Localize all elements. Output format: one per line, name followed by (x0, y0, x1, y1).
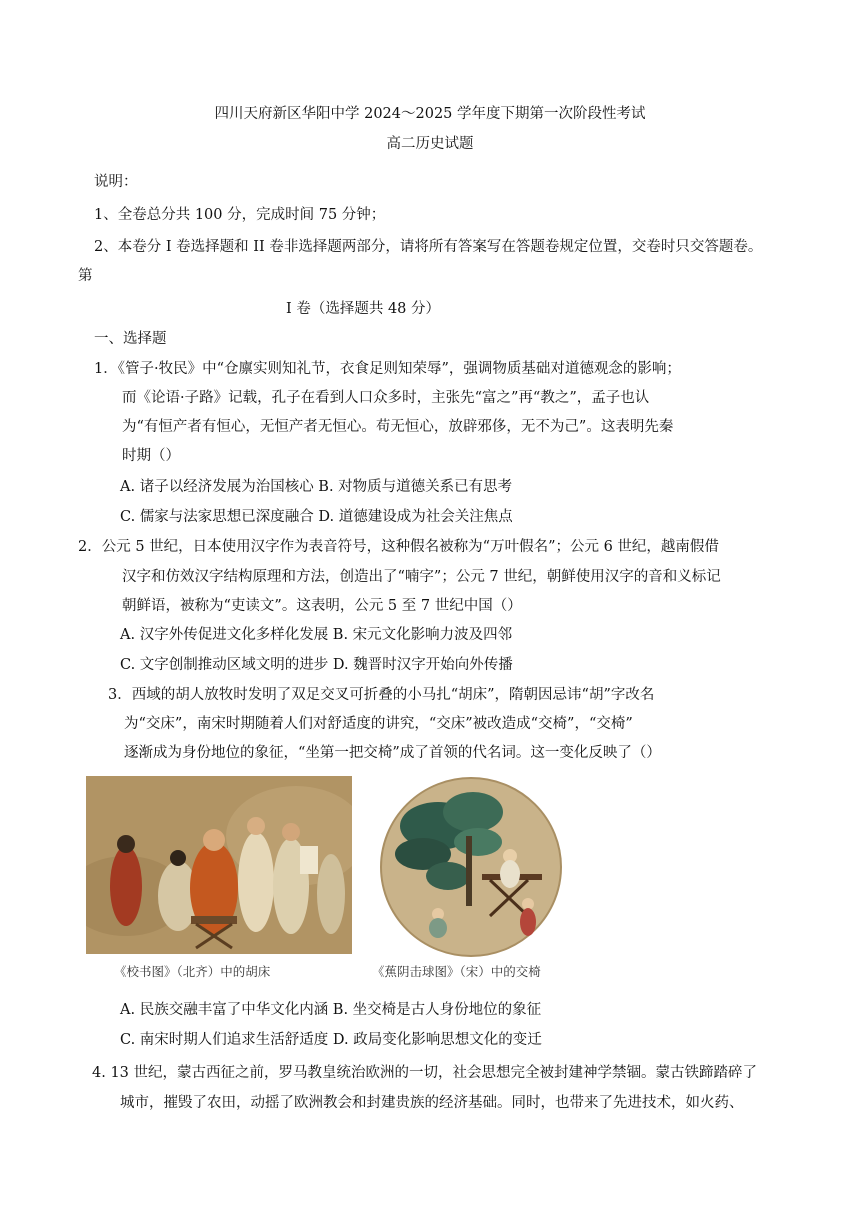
q1-line-3: 为“有恒产者有恒心，无恒产者无恒心。苟无恒心，放辟邪侈，无不为己”。这表明先秦 (122, 419, 674, 435)
section-title: 一、选择题 (94, 331, 167, 347)
q4-line-2: 城市，摧毁了农田，动摇了欧洲教会和封建贵族的经济基础。同时，也带来了先进技术，如火药、 (120, 1095, 744, 1111)
figure-caption-right: 《蕉阴击球图》（宋）中的交椅 (372, 964, 541, 979)
figure-caption-left: 《校书图》（北齐）中的胡床 (114, 964, 271, 979)
exam-subtitle: 高二历史试题 (386, 136, 474, 152)
instructions-label: 说明： (94, 174, 138, 190)
q3-options-row-2: C. 南宋时期人们追求生活舒适度 D. 政局变化影响思想文化的变迁 (120, 1032, 542, 1048)
q3-line-2: 为“交床”，南宋时期随着人们对舒适度的讲究，“交床”被改造成“交椅”，“交椅” (124, 716, 633, 732)
q3-line-1: 3．西域的胡人放牧时发明了双足交叉可折叠的小马扎“胡床”，隋朝因忌讳“胡”字改名 (108, 687, 655, 703)
q1-options-row-2: C. 儒家与法家思想已深度融合 D. 道德建设成为社会关注焦点 (120, 509, 513, 525)
q2-line-1: 2．公元 5 世纪，日本使用汉字作为表音符号，这种假名被称为“万叶假名”；公元 6 世纪，越南假借 (78, 539, 719, 555)
q2-options-row-2: C. 文字创制推动区域文明的进步 D. 魏晋时汉字开始向外传播 (120, 657, 513, 673)
q3-options-row-1: A. 民族交融丰富了中华文化内涵 B. 坐交椅是古人身份地位的象征 (120, 1002, 542, 1018)
q1-line-1: 1．《管子·牧民》中“仓廪实则知礼节，衣食足则知荣辱”，强调物质基础对道德观念的影响； (94, 361, 681, 377)
q1-line-4: 时期（） (122, 448, 180, 464)
painting-figure-left (86, 776, 352, 954)
q2-options-row-1: A. 汉字外传促进文化多样化发展 B. 宋元文化影响力波及四邻 (120, 627, 513, 643)
instruction-item-2-wrap: 第 (78, 268, 93, 284)
painting-figure-right (378, 776, 564, 958)
painting-image-right (378, 776, 564, 958)
q2-line-3: 朝鲜语，被称为“吏读文”。这表明，公元 5 至 7 世纪中国（） (122, 598, 522, 614)
q1-options-row-1: A. 诸子以经济发展为治国核心 B. 对物质与道德关系已有思考 (120, 479, 513, 495)
part-1-title: I 卷（选择题共 48 分） (286, 301, 441, 317)
q4-line-1: 4. 13 世纪，蒙古西征之前，罗马教皇统治欧洲的一切，社会思想完全被封建神学禁锢。蒙古铁蹄踏碎了 (92, 1065, 757, 1081)
instruction-item-2: 2、本卷分 I 卷选择题和 II 卷非选择题两部分，请将所有答案写在答题卷规定位置，交卷时只交答题卷。 (94, 239, 763, 255)
q1-line-2: 而《论语·子路》记载，孔子在看到人口众多时，主张先“富之”再“教之”，孟子也认 (122, 390, 650, 406)
instruction-item-1: 1、全卷总分共 100 分，完成时间 75 分钟； (94, 207, 386, 223)
exam-title: 四川天府新区华阳中学 2024～2025 学年度下期第一次阶段性考试 (214, 106, 646, 122)
q3-line-3: 逐渐成为身份地位的象征，“坐第一把交椅”成了首领的代名词。这一变化反映了（） (124, 745, 661, 761)
painting-image-left (86, 776, 352, 954)
q2-line-2: 汉字和仿效汉字结构原理和方法，创造出了“喃字”；公元 7 世纪，朝鲜使用汉字的音和义标记 (122, 569, 721, 585)
